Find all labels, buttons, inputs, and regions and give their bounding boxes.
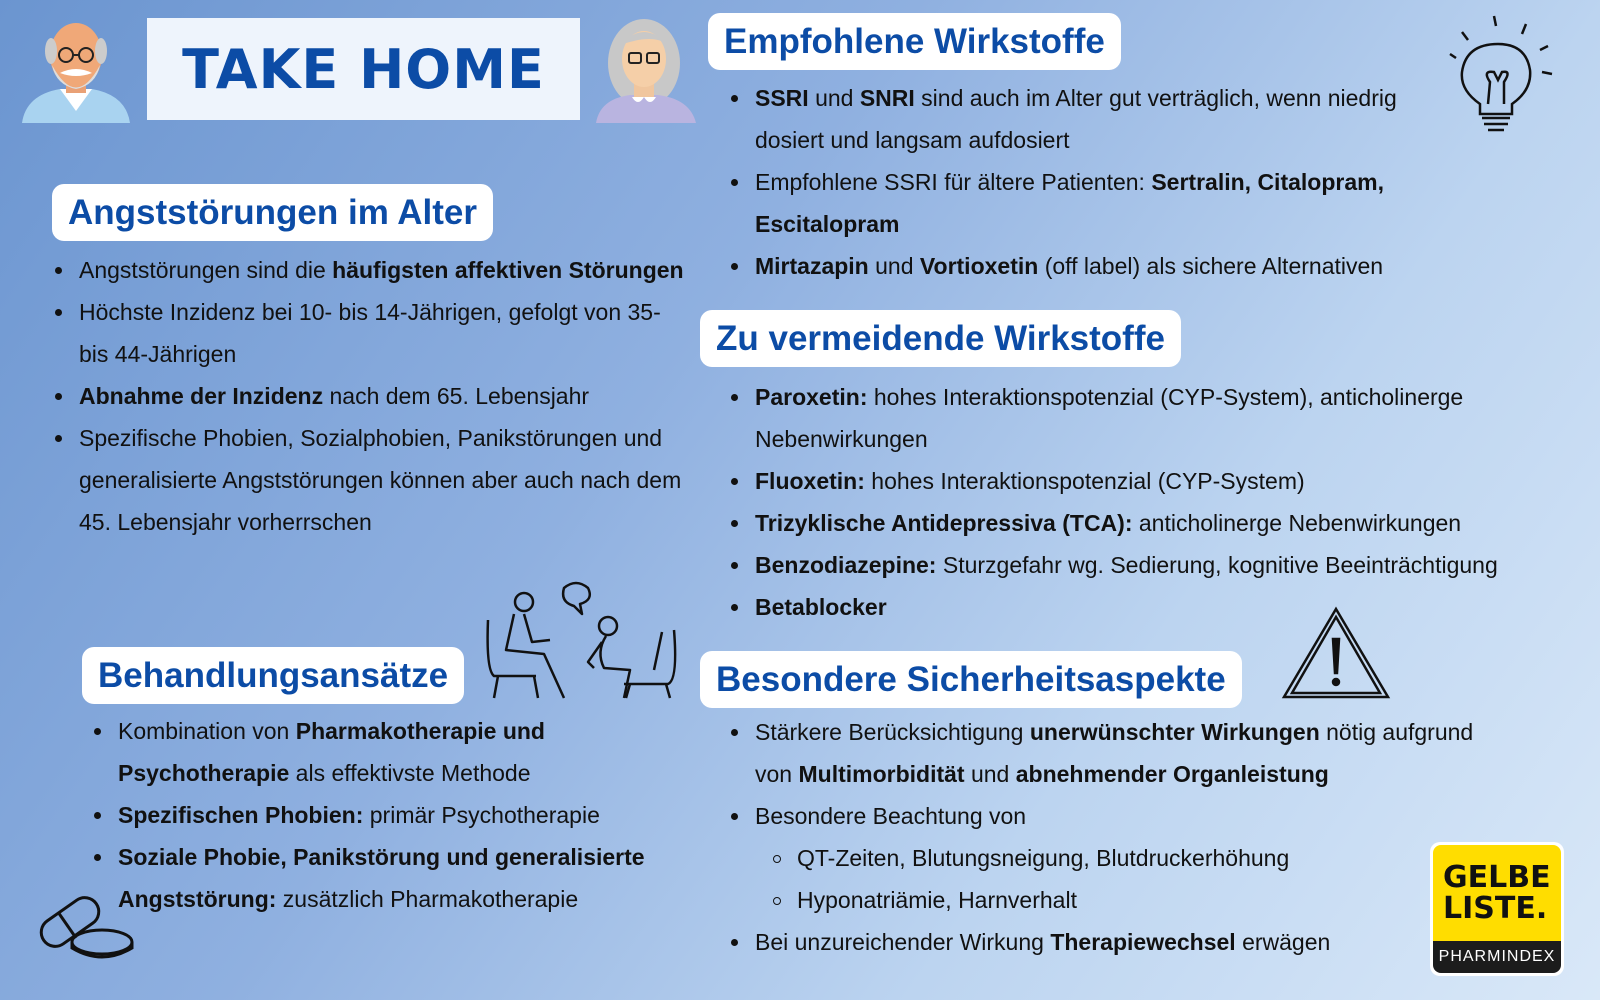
bold-text: Pharmakotherapie und Psychotherapie (118, 718, 545, 786)
text: hohes Interaktionspotenzial (CYP-System), anticholinerge Nebenwirkungen (755, 384, 1464, 452)
heading-text: Empfohlene Wirkstoffe (724, 21, 1105, 61)
heading-besondere-sicherheitsaspekte (700, 651, 1242, 708)
bullet-item (729, 161, 1469, 245)
heading-text: Besondere Sicherheitsaspekte (716, 659, 1226, 699)
bullet-item (92, 710, 692, 794)
bullet-item (53, 249, 693, 291)
heading-angststoerungen (52, 184, 493, 241)
text: Höchste Inzidenz bei 10- bis 14-Jährigen, gefolgt von 35- bis 44-Jährigen (79, 299, 661, 367)
heading-text: Zu vermeidende Wirkstoffe (716, 318, 1165, 358)
bullet-item (729, 376, 1579, 460)
sub-bullet-item (729, 837, 1509, 879)
bullet-item (53, 291, 693, 375)
bold-text: Paroxetin: (755, 384, 868, 410)
bold-text: Vortioxetin (919, 253, 1039, 279)
pill-icon (36, 888, 136, 962)
bullet-item (729, 460, 1579, 502)
bold-text: Benzodiazepine: (755, 552, 937, 578)
bullet-item (729, 921, 1509, 963)
title-banner (147, 18, 580, 120)
text: Angststörungen sind die (79, 257, 333, 283)
bullet-item (53, 375, 693, 417)
bold-text: Therapiewechsel (1050, 929, 1236, 955)
text: Empfohlene SSRI für ältere Patienten: (755, 169, 1152, 195)
bullet-item (729, 245, 1469, 287)
bullet-item (729, 544, 1579, 586)
logo-pharmindex: PHARMINDEX (1433, 941, 1561, 973)
bold-text: Abnahme der Inzidenz (79, 383, 324, 409)
bullet-item (729, 795, 1509, 837)
sicherheit-list (729, 711, 1509, 963)
bold-text: Fluoxetin: (755, 468, 865, 494)
bold-text: Mirtazapin (755, 253, 869, 279)
bullet-item (53, 417, 693, 543)
bullet-item (729, 586, 1579, 628)
text: Besondere Beachtung von (755, 803, 1027, 829)
text: primär Psychotherapie (363, 802, 600, 828)
warning-icon (1280, 605, 1392, 701)
heading-behandlungsansaetze (82, 647, 464, 704)
text: Sturzgefahr wg. Sedierung, kognitive Beeinträchtigung (936, 552, 1498, 578)
bold-text: Sertralin, Citalopram, Escitalopram (755, 169, 1384, 237)
gelbe-liste-logo (1430, 842, 1564, 976)
bold-text: SNRI (859, 85, 915, 111)
bold-text: Spezifischen Phobien: (118, 802, 364, 828)
text: zusätzlich Pharmakotherapie (276, 886, 579, 912)
bold-text: Trizyklische Antidepressiva (TCA): (755, 510, 1133, 536)
text: nötig aufgrund von (755, 719, 1474, 787)
heading-zu-vermeidende-wirkstoffe (700, 310, 1181, 367)
text: (off label) als sichere Alternativen (1038, 253, 1384, 279)
text: nach dem 65. Lebensjahr (323, 383, 590, 409)
text: Kombination von (118, 718, 296, 744)
bold-text: häufigsten affektiven Störungen (332, 257, 684, 283)
angst-list (53, 249, 693, 543)
bold-text: Soziale Phobie, Panikstörung und generalisierte Angststörung: (118, 844, 645, 912)
bullet-item (92, 794, 692, 836)
vermeiden-list (729, 376, 1579, 628)
text: sind auch im Alter gut verträglich, wenn niedrig dosiert und langsam aufdosiert (755, 85, 1397, 153)
therapy-session-icon (484, 580, 680, 702)
bullet-item (92, 836, 692, 920)
text: Bei unzureichender Wirkung (755, 929, 1051, 955)
logo-line1: GELBE (1443, 860, 1551, 895)
logo-line2: LISTE. (1443, 891, 1548, 926)
text: anticholinerge Nebenwirkungen (1132, 510, 1462, 536)
text: und (808, 85, 860, 111)
text: als effektivste Methode (289, 760, 531, 786)
bold-text: Betablocker (755, 594, 887, 620)
page-title: TAKE HOME (182, 37, 545, 101)
bullet-item (729, 77, 1469, 161)
text: erwägen (1235, 929, 1331, 955)
lightbulb-icon (1446, 14, 1556, 136)
bullet-item (729, 711, 1509, 795)
heading-empfohlene-wirkstoffe (708, 13, 1121, 70)
bold-text: abnehmender Organleistung (1015, 761, 1329, 787)
text: hohes Interaktionspotenzial (CYP-System) (864, 468, 1305, 494)
elderly-man-icon (20, 15, 132, 123)
text: QT-Zeiten, Blutungsneigung, Blutdruckerhöhung (797, 845, 1290, 871)
heading-text: Angststörungen im Alter (68, 192, 477, 232)
sub-bullet-item (729, 879, 1509, 921)
behandlung-list (92, 710, 692, 920)
text: und (964, 761, 1016, 787)
empfohlen-list (729, 77, 1469, 287)
text: Stärkere Berücksichtigung (755, 719, 1030, 745)
elderly-woman-icon (594, 15, 698, 123)
bold-text: SSRI (755, 85, 809, 111)
text: Hyponatriämie, Harnverhalt (797, 887, 1077, 913)
bold-text: Multimorbidität (798, 761, 965, 787)
bold-text: unerwünschter Wirkungen (1029, 719, 1320, 745)
text: Spezifische Phobien, Sozialphobien, Panikstörungen und generalisierte Angststörungen können aber auch nach dem 45. Lebensjahr vorherrschen (79, 425, 682, 535)
text: und (868, 253, 920, 279)
heading-text: Behandlungsansätze (98, 655, 449, 695)
bullet-item (729, 502, 1579, 544)
